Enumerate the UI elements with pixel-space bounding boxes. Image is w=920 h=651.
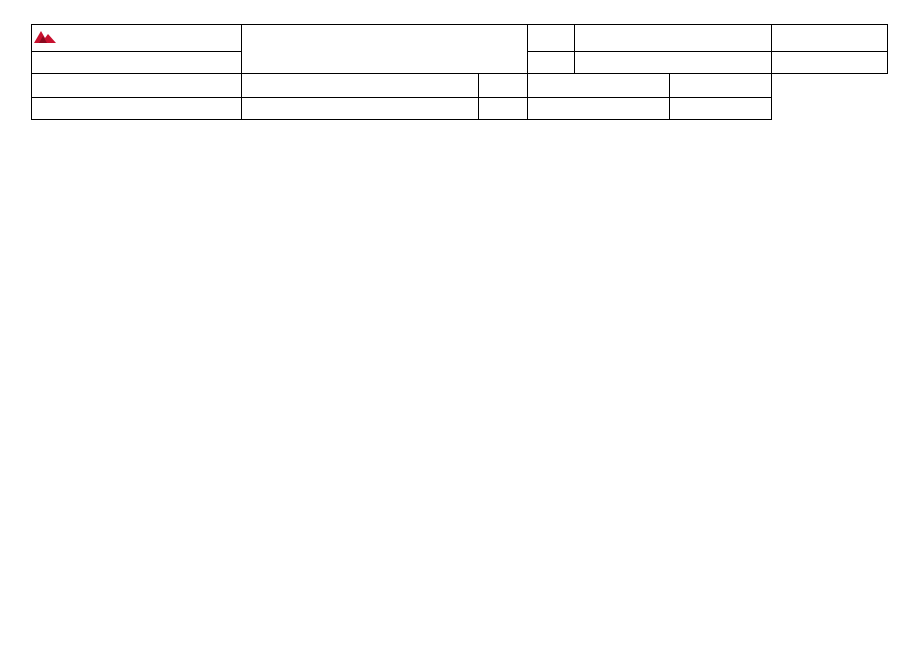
- project-no-value: [575, 25, 772, 52]
- title-en-cell: [242, 52, 528, 74]
- checked-label: [479, 98, 528, 120]
- rev-value: [772, 52, 888, 74]
- company-logo-icon: [34, 28, 56, 49]
- designed-label: [479, 74, 528, 98]
- project-no-label: [528, 25, 575, 52]
- equipment-list-sheet: [31, 24, 888, 120]
- serial-value: [575, 52, 772, 74]
- title-cn-cell: [242, 25, 528, 52]
- project-name-label: [242, 74, 479, 98]
- company-cell: [32, 25, 242, 52]
- pages-label: [670, 74, 772, 98]
- checked-value: [528, 98, 670, 120]
- date-label: [670, 98, 772, 120]
- licence-cn-cell: [32, 52, 242, 74]
- designed-value: [528, 74, 670, 98]
- rev-label: [772, 25, 888, 52]
- sub-system-label: [242, 98, 479, 120]
- serial-label: [528, 52, 575, 74]
- licence-en: [32, 74, 242, 98]
